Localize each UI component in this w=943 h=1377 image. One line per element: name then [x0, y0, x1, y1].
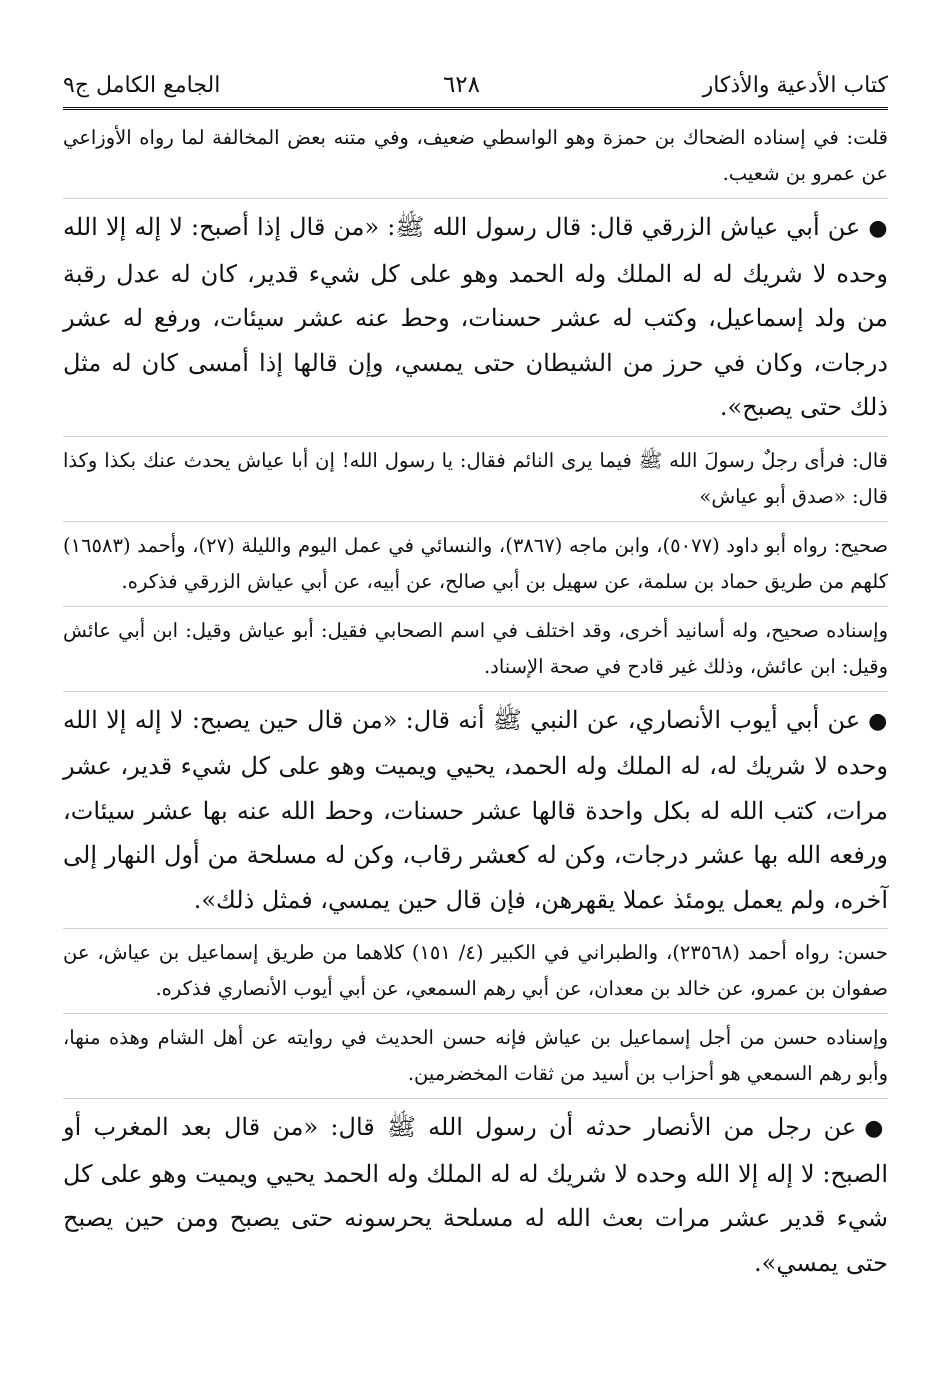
hadith-text: عن رجل من الأنصار حدثه أن رسول الله ﷺ قال: «من قال بعد المغرب أو الصبح: لا إله إلا الله وحده لا شريك له له الملك وله الحمد يحيي ويميت وهو على كل شيء قدير عشر مرات بعث الله له مسلحة يحرسونه حتى يصبح ومن حين يصبح حتى يمسي». — [63, 1113, 888, 1277]
divider — [63, 1098, 888, 1099]
divider — [63, 436, 888, 437]
divider — [63, 928, 888, 929]
note-text: قلت: في إسناده الضحاك بن حمزة وهو الواسطي ضعيف، وفي متنه بعض المخالفة لما رواه الأوزاعي عن عمرو بن شعيب. — [63, 126, 888, 185]
hadith-text: عن أبي عياش الزرقي قال: قال رسول الله ﷺ: «من قال إذا أصبح: لا إله إلا الله وحده لا شريك له له الملك وله الحمد وهو على كل شيء قدير، كان له عدل رقبة من ولد إسماعيل، وكتب له عشر حسنات، وحط عنه عشر سيئات، ورفع له عشر درجات، وكان في حرز من الشيطان حتى يمسي، وإن قالها إذا أمسى كان له مثل ذلك حتى يصبح». — [63, 213, 888, 421]
bullet-icon: ● — [864, 1116, 889, 1141]
note-paragraph — [63, 443, 888, 515]
page-number: ٦٢٨ — [442, 72, 480, 98]
bullet-icon: ● — [868, 708, 888, 734]
note-text: حسن: رواه أحمد (٢٣٥٦٨)، والطبراني في الكبير (٤/ ١٥١) كلاهما من طريق إسماعيل بن عياش، عن صفوان بن عمرو، عن خالد بن معدان، عن أبي رهم السمعي، عن أبي أيوب الأنصاري فذكره. — [63, 941, 888, 1000]
hadith-paragraph — [63, 698, 888, 923]
note-paragraph — [63, 613, 888, 685]
book-title: كتاب الأدعية والأذكار — [702, 73, 888, 98]
header-rule — [63, 107, 888, 110]
divider — [63, 521, 888, 522]
volume-label: الجامع الكامل ج٩ — [63, 73, 221, 98]
hadith-paragraph — [63, 205, 888, 430]
takhrij-paragraph — [63, 935, 888, 1007]
divider — [63, 691, 888, 692]
note-text: وإسناده صحيح، وله أسانيد أخرى، وقد اختلف في اسم الصحابي فقيل: أبو عياش وقيل: ابن أبي عائش وقيل: ابن عائش، وذلك غير قادح في صحة الإسناد. — [63, 618, 888, 678]
hadith-paragraph — [63, 1105, 888, 1285]
bullet-icon: ● — [868, 216, 888, 241]
hadith-text: عن أبي أيوب الأنصاري، عن النبي ﷺ أنه قال: «من قال حين يصبح: لا إله إلا الله وحده لا شريك له، له الملك وله الحمد، يحيي ويميت وهو على كل شيء قدير، عشر مرات، كتب الله له بكل واحدة قالها عشر حسنات، وحط الله عنه بها عشر سيئات، ورفعه الله بها عشر درجات، وكن له كعشر رقاب، وكن له مسلحة من أول النهار إلى آخره، ولم يعمل يومئذ عملا يقهرهن، فإن قال حين يمسي، فمثل ذلك». — [63, 705, 888, 914]
divider — [63, 606, 888, 607]
page-header — [63, 70, 888, 107]
divider — [63, 198, 888, 199]
note-paragraph — [63, 120, 888, 192]
takhrij-paragraph — [63, 528, 888, 600]
note-text: وإسناده حسن من أجل إسماعيل بن عياش فإنه حسن الحديث في روايته عن أهل الشام وهذه منها، وأبو رهم السمعي هو أحزاب بن أسيد من ثقات المخضرمين. — [63, 1026, 888, 1085]
note-text: قال: فرأى رجلٌ رسولَ الله ﷺ فيما يرى النائم فقال: يا رسول الله! إن أبا عياش يحدث عنك بكذا وكذا قال: «صدق أبو عياش» — [63, 448, 888, 508]
note-paragraph — [63, 1020, 888, 1092]
divider — [63, 1013, 888, 1014]
note-text: صحيح: رواه أبو داود (٥٠٧٧)، وابن ماجه (٣٨٦٧)، والنسائي في عمل اليوم والليلة (٢٧)، وأحمد (١٦٥٨٣) كلهم من طريق حماد بن سلمة، عن سهيل بن أبي صالح، عن أبيه، عن أبي عياش الزرقي فذكره. — [63, 533, 888, 593]
